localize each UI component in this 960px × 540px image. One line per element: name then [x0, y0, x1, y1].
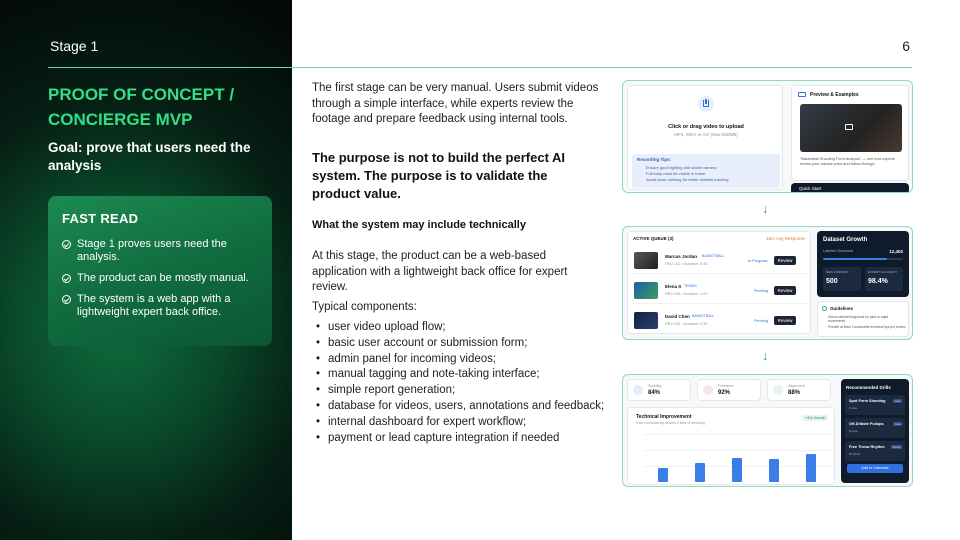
upload-mockup	[622, 80, 913, 193]
row-meta: REV-102 • Duration: 0:45	[665, 262, 708, 266]
components-list	[316, 320, 606, 446]
stat-value: 84%	[648, 390, 661, 396]
drill-tag: Core	[894, 399, 901, 403]
tip-item: Avoid loose clothing for better skeletal tracking	[646, 177, 729, 182]
check-circle-icon	[62, 274, 71, 283]
kpi-tile	[823, 267, 861, 291]
components-label: Typical components:	[312, 301, 417, 313]
status-badge: Pending	[754, 319, 768, 323]
page-number: 6	[902, 38, 910, 54]
growth-progress-track	[823, 258, 903, 260]
drill-detail: 50 shots	[849, 452, 861, 456]
fast-read-item: The system is a web app with a lightweight expert back office.	[62, 293, 262, 319]
list-item: • manual tagging and note-taking interface;	[316, 367, 606, 383]
video-thumbnail	[634, 312, 658, 329]
chart-bar	[769, 459, 779, 482]
chart-bar	[806, 454, 816, 482]
list-item: • simple report generation;	[316, 383, 606, 399]
drill-name: Spot Form Shooting	[849, 399, 886, 403]
chart-title: Technical Improvement	[636, 414, 692, 420]
bar-chart	[644, 434, 830, 482]
guidelines-card	[817, 301, 909, 337]
stage-label: Stage 1	[50, 38, 99, 54]
status-badge: In Progress	[748, 259, 768, 263]
fast-read-heading: FAST READ	[62, 211, 139, 226]
row-meta: REV-103 • Duration: 0:30	[665, 322, 708, 326]
alignment-icon	[773, 385, 783, 395]
play-icon	[845, 124, 853, 130]
status-badge: Pending	[754, 289, 768, 293]
fast-read-list	[62, 238, 262, 327]
arrow-down-icon: ↓	[762, 201, 769, 216]
improvement-chart-card	[627, 407, 835, 485]
list-item: • user video upload flow;	[316, 320, 606, 336]
preview-caption: "Basketball Shooting Form Analysis" — see how experts review your release point and follow-through.	[800, 157, 895, 166]
video-thumbnail	[634, 252, 658, 269]
drill-tag: Core	[894, 422, 901, 426]
kpi-label: NEW CURRENT	[826, 270, 849, 274]
list-item: • payment or lead capture integration if needed	[316, 431, 606, 447]
row-sport: BASKETBALL	[692, 314, 715, 318]
row-name: Marcus Jordan	[665, 254, 698, 259]
drills-card	[841, 379, 909, 483]
kpi-tile	[865, 267, 903, 291]
tip-item: Full body must be visible in frame	[646, 171, 706, 176]
chart-bar	[695, 463, 705, 482]
queue-card	[627, 231, 811, 334]
precision-icon	[703, 385, 713, 395]
stage-paragraph: At this stage, the product can be a web-based application with a lightweight back office for expert review.	[312, 250, 568, 294]
check-circle-icon	[62, 295, 71, 304]
chart-gridline	[644, 434, 830, 435]
add-to-calendar-button[interactable]: Add to Calendar	[847, 464, 903, 473]
guideline-item: Check skeletal keypoints for joint or rapid movements	[828, 315, 889, 323]
kpi-value: 98.4%	[868, 278, 888, 285]
growth-progress-fill	[823, 258, 887, 260]
upload-subtitle: MP4, MOV or AVI (Max 500MB)	[674, 132, 738, 137]
drill-name: Free Throw Rhythm	[849, 445, 885, 449]
row-meta: REV-103 • Duration: 1:20	[665, 292, 708, 296]
chart-gridline	[644, 450, 830, 451]
drill-item[interactable]	[845, 441, 905, 461]
list-item: • admin panel for incoming videos;	[316, 352, 606, 368]
video-icon	[798, 92, 806, 97]
queue-response-stat: 15m Avg Response	[766, 236, 805, 241]
stat-value: 92%	[718, 390, 731, 396]
fast-read-item: The product can be mostly manual.	[62, 272, 262, 285]
table-row[interactable]	[632, 308, 808, 334]
chart-bar	[658, 468, 668, 482]
review-button[interactable]: Review	[774, 286, 796, 295]
growth-value: 12,402	[889, 249, 903, 254]
upload-card	[627, 85, 783, 190]
kpi-label: EXPERT ACCURACY	[868, 270, 898, 274]
video-thumbnail	[634, 282, 658, 299]
arrow-down-icon: ↓	[762, 348, 769, 363]
stat-value: 88%	[788, 390, 801, 396]
fast-read-item: Stage 1 proves users need the analysis.	[62, 238, 262, 264]
row-name: David Chen	[665, 314, 690, 319]
quick-start-label: Quick Start	[799, 186, 822, 191]
table-row[interactable]	[632, 278, 808, 304]
table-row[interactable]	[632, 248, 808, 274]
tip-item: Ensure good lighting and stable camera	[646, 165, 717, 170]
page-title: PROOF OF CONCEPT / CONCIERGE MVP	[48, 85, 235, 129]
drills-title: Recommended Drills	[846, 385, 891, 390]
stat-card	[697, 379, 761, 401]
upload-icon[interactable]	[698, 96, 714, 112]
review-button[interactable]: Review	[774, 256, 796, 265]
chart-bar	[732, 458, 742, 482]
report-mockup	[622, 374, 913, 487]
drill-tag: Timing	[892, 445, 901, 449]
preview-card	[791, 85, 909, 181]
drill-name: Off-Dribble Pullups	[849, 422, 884, 426]
dataset-growth-card	[817, 231, 909, 297]
technical-subheading: What the system may include technically	[312, 219, 526, 231]
chart-subtitle: Form consistency across 4 sets of shooting	[636, 421, 705, 425]
drill-detail: 3 sets	[849, 406, 858, 410]
list-item: • internal dashboard for expert workflow;	[316, 415, 606, 431]
review-button[interactable]: Review	[774, 316, 796, 325]
drill-item[interactable]	[845, 395, 905, 415]
stat-card	[627, 379, 691, 401]
growth-label: Labeled Sessions	[823, 249, 853, 253]
preview-video[interactable]	[800, 104, 902, 152]
goal-text: Goal: prove that users need the analysis	[48, 140, 251, 173]
target-icon	[633, 385, 643, 395]
drill-detail: 8 reps	[849, 429, 858, 433]
list-item: • basic user account or submission form;	[316, 336, 606, 352]
stat-label: Alignment	[788, 384, 805, 388]
growth-title: Dataset Growth	[823, 237, 868, 243]
stat-label: Stability	[648, 384, 662, 388]
kpi-value: 500	[826, 278, 838, 285]
check-circle-icon	[62, 240, 71, 249]
drill-item[interactable]	[845, 418, 905, 438]
row-sport: BASKETBALL	[702, 254, 725, 258]
row-name: Elena S	[665, 284, 682, 289]
header-divider	[48, 67, 912, 68]
stat-label: Precision	[718, 384, 734, 388]
chart-badge: +4% Overall	[802, 415, 828, 421]
guideline-item: Provide at least 3 actionable technical tips per review	[828, 325, 906, 329]
tips-title: Recording Tips:	[637, 157, 672, 162]
tips-box	[632, 154, 780, 188]
purpose-statement: The purpose is not to build the perfect AI system. The purpose is to validate the product value.	[312, 150, 566, 201]
quick-start-card[interactable]	[791, 183, 909, 193]
intro-paragraph: The first stage can be very manual. Users submit videos through a simple interface, while experts review the footage and prepare feedback using internal tools.	[312, 82, 599, 126]
stat-card	[767, 379, 831, 401]
shield-check-icon	[822, 306, 827, 311]
preview-title: Preview & Examples	[810, 92, 859, 98]
row-sport: TENNIS	[684, 284, 697, 288]
list-item: • database for videos, users, annotations and feedback;	[316, 399, 606, 415]
fast-read-card	[48, 196, 272, 346]
queue-title: ACTIVE QUEUE (3)	[633, 236, 674, 241]
upload-title[interactable]: Click or drag video to upload	[668, 124, 744, 130]
guidelines-title: Guidelines	[830, 306, 854, 311]
queue-mockup	[622, 226, 913, 340]
